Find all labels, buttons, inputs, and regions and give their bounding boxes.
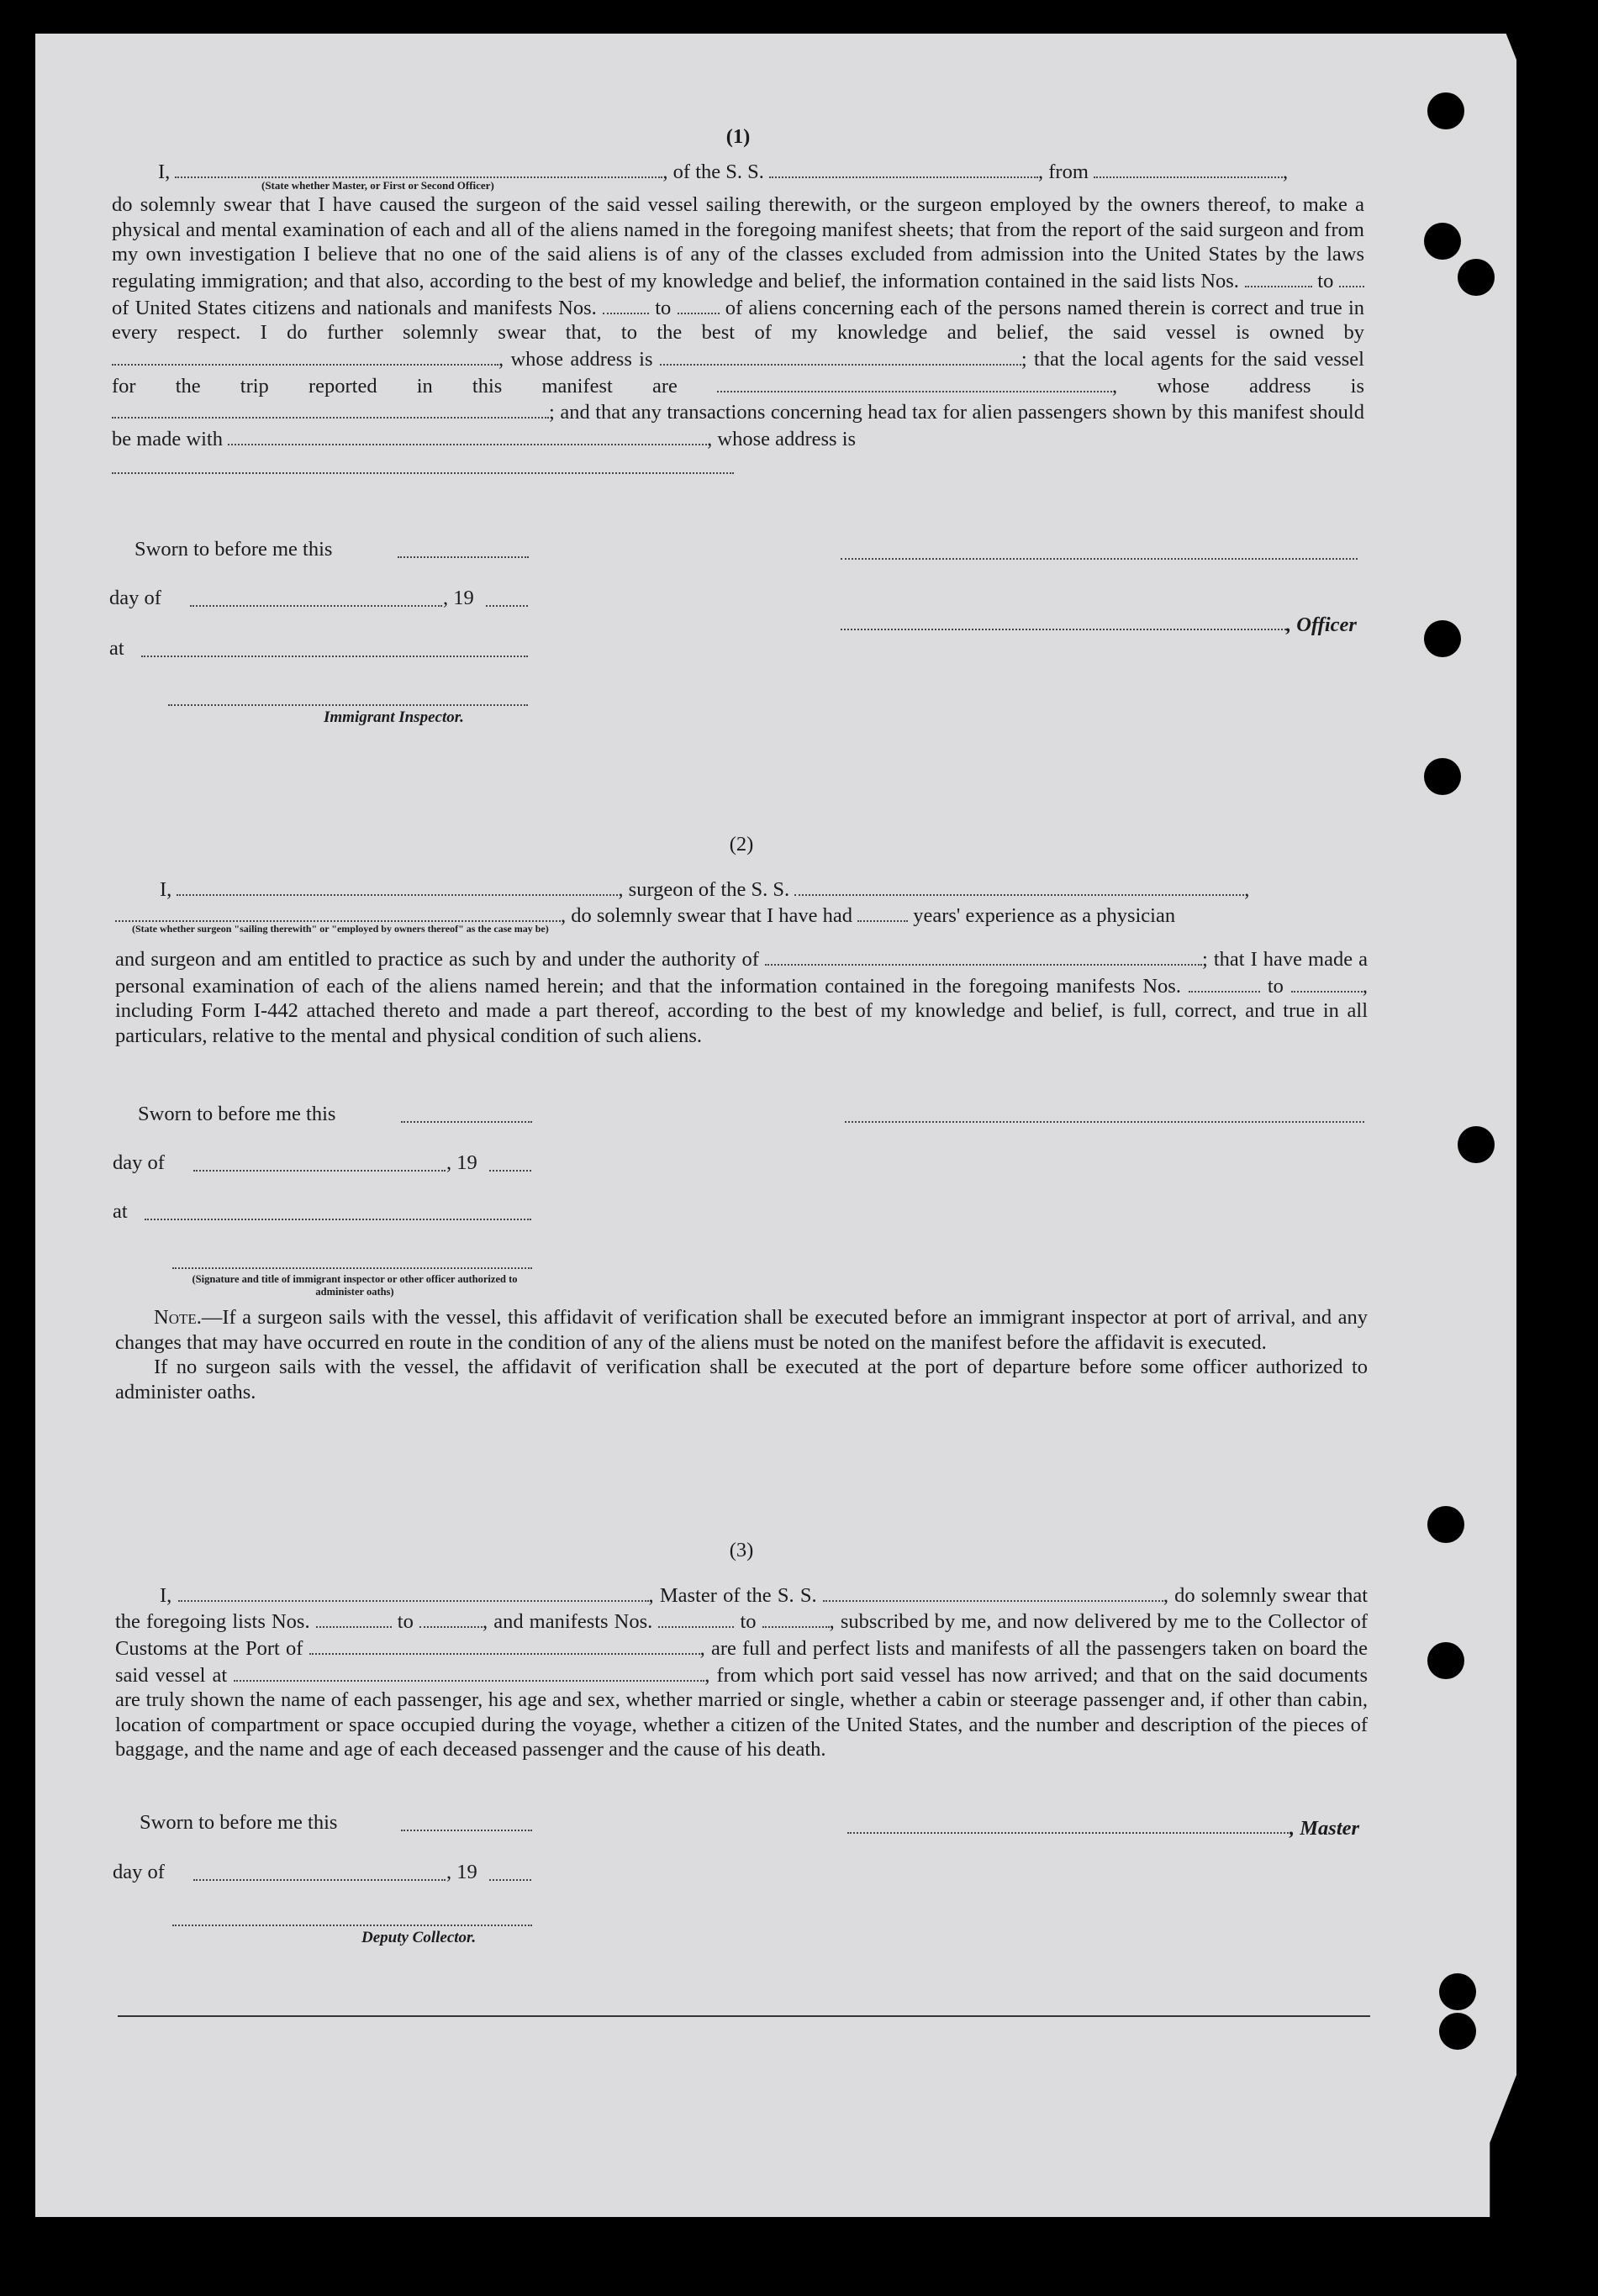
sworn-label: Sworn to before me this bbox=[140, 1811, 338, 1834]
year-label: , 19 bbox=[443, 587, 474, 609]
section-3-master-oath bbox=[115, 1538, 1368, 1762]
punch-hole bbox=[1458, 259, 1495, 296]
port-field[interactable] bbox=[309, 1635, 700, 1655]
punch-hole bbox=[1424, 223, 1461, 260]
bottom-rule bbox=[118, 2015, 1370, 2017]
surgeon-status-field[interactable] bbox=[115, 902, 561, 922]
deputy-caption: Deputy Collector. bbox=[361, 1929, 477, 1946]
inspector-signature-field[interactable] bbox=[168, 704, 528, 706]
punch-hole bbox=[1427, 92, 1464, 129]
surgeon-vessel-field[interactable] bbox=[794, 876, 1244, 896]
note-block bbox=[115, 1305, 1368, 1404]
month-field[interactable] bbox=[193, 1879, 446, 1881]
year-label: , 19 bbox=[446, 1151, 477, 1174]
manifests-to-field[interactable] bbox=[678, 294, 720, 314]
sworn-label: Sworn to before me this bbox=[138, 1103, 336, 1125]
surgeon-line-2: , do solemnly swear that I have had years' experience as a physician bbox=[115, 902, 1368, 929]
lists-to-field[interactable] bbox=[1339, 267, 1364, 287]
at-label: at bbox=[113, 1200, 128, 1223]
authority-field[interactable] bbox=[765, 945, 1202, 966]
manifests-to-field[interactable] bbox=[762, 1608, 830, 1628]
lists-to-field[interactable] bbox=[419, 1608, 483, 1628]
officer-signature-line[interactable] bbox=[841, 558, 1358, 560]
note-paragraph-2: If no surgeon sails with the vessel, the affidavit of verification shall be executed at the port of departure before some officer authorized to administer oaths. bbox=[115, 1356, 1368, 1403]
day-of-label: day of bbox=[109, 587, 161, 609]
month-field[interactable] bbox=[193, 1170, 446, 1172]
departure-port-field[interactable] bbox=[234, 1661, 704, 1682]
from-port-field[interactable] bbox=[1094, 158, 1283, 178]
year-field[interactable] bbox=[486, 605, 528, 607]
surgeon-signature-field[interactable] bbox=[845, 1121, 1364, 1123]
manifests-from-field[interactable] bbox=[603, 294, 649, 314]
month-field[interactable] bbox=[190, 605, 442, 607]
section-1-oath-officer bbox=[112, 124, 1364, 474]
at-place-field[interactable] bbox=[141, 656, 528, 657]
surgeon-line: I, , surgeon of the S. S. , bbox=[115, 876, 1368, 903]
manifests-from-field[interactable] bbox=[658, 1608, 734, 1628]
day-of-label: day of bbox=[113, 1151, 165, 1174]
punch-hole bbox=[1424, 758, 1461, 795]
section-2-surgeon-oath bbox=[115, 832, 1368, 1048]
manifests-to-field[interactable] bbox=[1291, 972, 1363, 993]
note-paragraph-1: Note.—If a surgeon sails with the vessel, this affidavit of verification shall be executed before an immigrant inspector at port of arrival, and any changes that may have occurred en route in the condition of any of the aliens must be noted on the manifest before the affidavit is executed. bbox=[115, 1306, 1368, 1354]
master-signature-field[interactable] bbox=[847, 1832, 1289, 1834]
punch-hole bbox=[1439, 2013, 1476, 2050]
inspector-caption: Immigrant Inspector. bbox=[324, 708, 464, 726]
agents-field[interactable] bbox=[717, 372, 1112, 392]
deputy-signature-field[interactable] bbox=[172, 1925, 532, 1926]
sworn-date-field[interactable] bbox=[401, 1121, 532, 1123]
officer-line: I, , of the S. S. , from , bbox=[112, 158, 1364, 185]
section-number: (1) bbox=[725, 125, 751, 148]
sworn-label: Sworn to before me this bbox=[134, 538, 333, 561]
owner-address-field[interactable] bbox=[660, 345, 1021, 366]
sworn-date-field[interactable] bbox=[401, 1830, 532, 1831]
year-field[interactable] bbox=[489, 1879, 531, 1881]
lists-from-field[interactable] bbox=[1245, 267, 1312, 287]
signature-title-note: (Signature and title of immigrant inspector or other officer authorized to administer oaths) bbox=[192, 1273, 518, 1298]
punch-hole bbox=[1424, 620, 1461, 657]
master-name-field[interactable] bbox=[178, 1582, 649, 1602]
owner-field[interactable] bbox=[112, 345, 498, 366]
officer-name-field[interactable] bbox=[175, 158, 662, 178]
punch-hole bbox=[1427, 1642, 1464, 1679]
master-paragraph: I, , Master of the S. S. , do solemnly swear that the foregoing lists Nos. to , and manifests Nos. to , subscribed by me, and now delivered by me to the Collector of Customs at the Port of , are full and perfect lists and manifests of all the passengers taken on board the said vessel at , from which port said vessel has now arrived; and that on the said documents are truly shown the name of each passenger, his age and sex, whether married or single, whether a cabin or steerage passenger and, if other than cabin, location of compartment or space occupied during the voyage, whether a citizen of the United States, and the number and description of the pieces of baggage, and the name and age of each deceased passenger and the cause of his death. bbox=[115, 1582, 1368, 1762]
oath-paragraph-1: do solemnly swear that I have caused the surgeon of the said vessel sailing therewith, or the surgeon employed by the owners thereof, to make a physical and mental examination of each and all of the aliens named in the foregoing manifest sheets; that from the report of the said surgeon and from my own investigation I believe that no one of the said aliens is of any of the classes excluded from admission into the United States by the laws regulating immigration; and that also, according to the best of my knowledge and belief, the information contained in the said lists Nos. to of United States citizens and nationals and manifests Nos. to of aliens concerning each of the persons named therein is correct and true in every respect. I do further solemnly swear that, to the best of my knowledge and belief, the said vessel is owned by , whose address is ; that the local agents for the said vessel for the trip reported in this manifest are , whose address is ; and that any transactions concerning head tax for alien passengers shown by this manifest should be made with , whose address is bbox=[112, 193, 1365, 450]
section-number: (3) bbox=[729, 1539, 754, 1561]
years-experience-field[interactable] bbox=[857, 902, 908, 922]
officer-signature-field[interactable] bbox=[841, 629, 1286, 630]
section-number: (2) bbox=[729, 833, 754, 856]
authority-signature-field[interactable] bbox=[172, 1267, 532, 1269]
at-label: at bbox=[109, 637, 124, 660]
manifests-from-field[interactable] bbox=[1189, 972, 1260, 993]
officer-rank-note: (State whether Master, or First or Second Officer) bbox=[261, 179, 494, 192]
year-field[interactable] bbox=[489, 1170, 531, 1172]
punch-hole bbox=[1427, 1506, 1464, 1543]
day-of-label: day of bbox=[113, 1861, 165, 1883]
vessel-name-field[interactable] bbox=[769, 158, 1038, 178]
sworn-date-field[interactable] bbox=[398, 556, 529, 558]
surgeon-name-field[interactable] bbox=[177, 876, 618, 896]
master-vessel-field[interactable] bbox=[823, 1582, 1163, 1602]
at-place-field[interactable] bbox=[145, 1219, 531, 1220]
lists-from-field[interactable] bbox=[316, 1608, 392, 1628]
year-label: , 19 bbox=[446, 1861, 477, 1883]
punch-hole bbox=[1439, 1973, 1476, 2010]
head-tax-party-field[interactable] bbox=[228, 425, 707, 445]
punch-hole bbox=[1458, 1126, 1495, 1163]
officer-caption: , Officer bbox=[1286, 613, 1357, 636]
head-tax-address-field[interactable] bbox=[112, 453, 734, 473]
agents-address-field[interactable] bbox=[112, 398, 549, 419]
surgeon-paragraph: and surgeon and am entitled to practice as such by and under the authority of ; that I have made a personal examination of each of the aliens named herein; and that the information contained in the foregoing manifests Nos. to , including Form I-442 attached thereto and made a part thereof, according to the best of my knowledge and belief, is full, correct, and true in all particulars, relative to the mental and physical condition of such aliens. bbox=[115, 945, 1368, 1048]
surgeon-status-note: (State whether surgeon "sailing therewith" or "employed by owners thereof" as the case may be) bbox=[132, 922, 549, 935]
master-caption: , Master bbox=[1289, 1817, 1360, 1840]
